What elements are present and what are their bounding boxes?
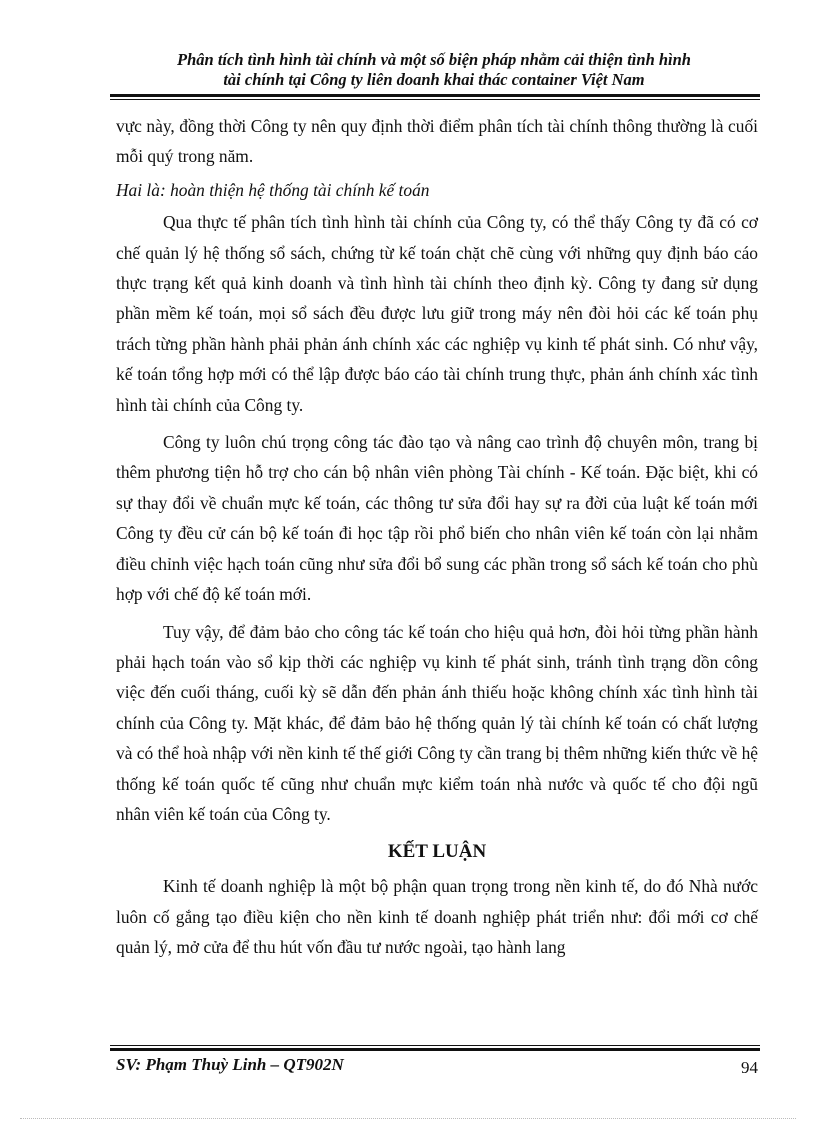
paragraph: Qua thực tế phân tích tình hình tài chính của Công ty, có thể thấy Công ty đã có cơ chế quản lý hệ thống sổ sách, chứng từ kế toán chặt chẽ cùng với những quy định báo cáo thực trạng kết quả kinh doanh và tình hình tài chính theo định kỳ. Công ty đang sử dụng phần mềm kế toán, mọi sổ sách đều được lưu giữ trong máy nên đòi hỏi các kế toán phụ trách từng phần hành phải phản ánh chính xác các nghiệp vụ kinh tế phát sinh. Có như vậy, kế toán tổng hợp mới có thể lập được báo cáo tài chính trung thực, phản ánh chính xác tình hình tài chính của Công ty. (116, 212, 758, 415)
paragraph: Công ty luôn chú trọng công tác đào tạo và nâng cao trình độ chuyên môn, trang bị thêm phương tiện hỗ trợ cho cán bộ nhân viên phòng Tài chính - Kế toán. Đặc biệt, khi có sự thay đổi về chuẩn mực kế toán, các thông tư sửa đổi hay sự ra đời của luật kế toán mới Công ty đều cử cán bộ kế toán đi học tập rồi phổ biến cho nhân viên kế toán còn lại nhằm điều chỉnh việc hạch toán cũng như sửa đổi bổ sung các phần trong sổ sách kế toán cho phù hợp với chế độ kế toán mới. (116, 432, 758, 605)
paragraph-continued: vực này, đồng thời Công ty nên quy định thời điểm phân tích tài chính thông thường là cuối mỗi quý trong năm. (116, 116, 758, 167)
document-body (116, 111, 758, 970)
subheading: Hai là: hoàn thiện hệ thống tài chính kế toán (116, 179, 430, 200)
paragraph: Tuy vậy, để đảm bảo cho công tác kế toán cho hiệu quả hơn, đòi hỏi từng phần hành phải hạch toán vào sổ kịp thời các nghiệp vụ kinh tế phát sinh, tránh tình trạng dồn công việc đến cuối tháng, cuối kỳ sẽ dẫn đến phản ánh thiếu hoặc không chính xác tình hình tài chính của Công ty. Mặt khác, để đảm bảo hệ thống quản lý tài chính kế toán có chất lượng và có thể hoà nhập với nền kinh tế thế giới Công ty cần trang bị thêm những kiến thức về hệ thống kế toán quốc tế cũng như chuẩn mực kiểm toán nhà nước và quốc tế cho đội ngũ nhân viên kế toán của Công ty. (116, 621, 758, 824)
footer-rule-thick (110, 1048, 760, 1051)
header-line-2: tài chính tại Công ty liên doanh khai thác container Việt Nam (223, 70, 645, 89)
section-title: KẾT LUẬN (387, 841, 487, 863)
header-rule-thin (110, 99, 760, 100)
page-bottom-edge (20, 1118, 796, 1120)
footer-rule-thin (110, 1045, 760, 1046)
page-number: 94 (741, 1058, 758, 1077)
footer-author: SV: Phạm Thuỳ Linh – QT902N (116, 1055, 344, 1074)
header-line-1: Phân tích tình hình tài chính và một số biện pháp nhằm cải thiện tình hình (177, 50, 691, 69)
header-rule-thick (110, 94, 760, 97)
paragraph: Kinh tế doanh nghiệp là một bộ phận quan trọng trong nền kinh tế, do đó Nhà nước luôn cố gắng tạo điều kiện cho nền kinh tế doanh nghiệp phát triển như: đổi mới cơ chế quản lý, mở cửa để thu hút vốn đầu tư nước ngoài, tạo hành lang (116, 876, 758, 958)
running-header (110, 50, 758, 90)
